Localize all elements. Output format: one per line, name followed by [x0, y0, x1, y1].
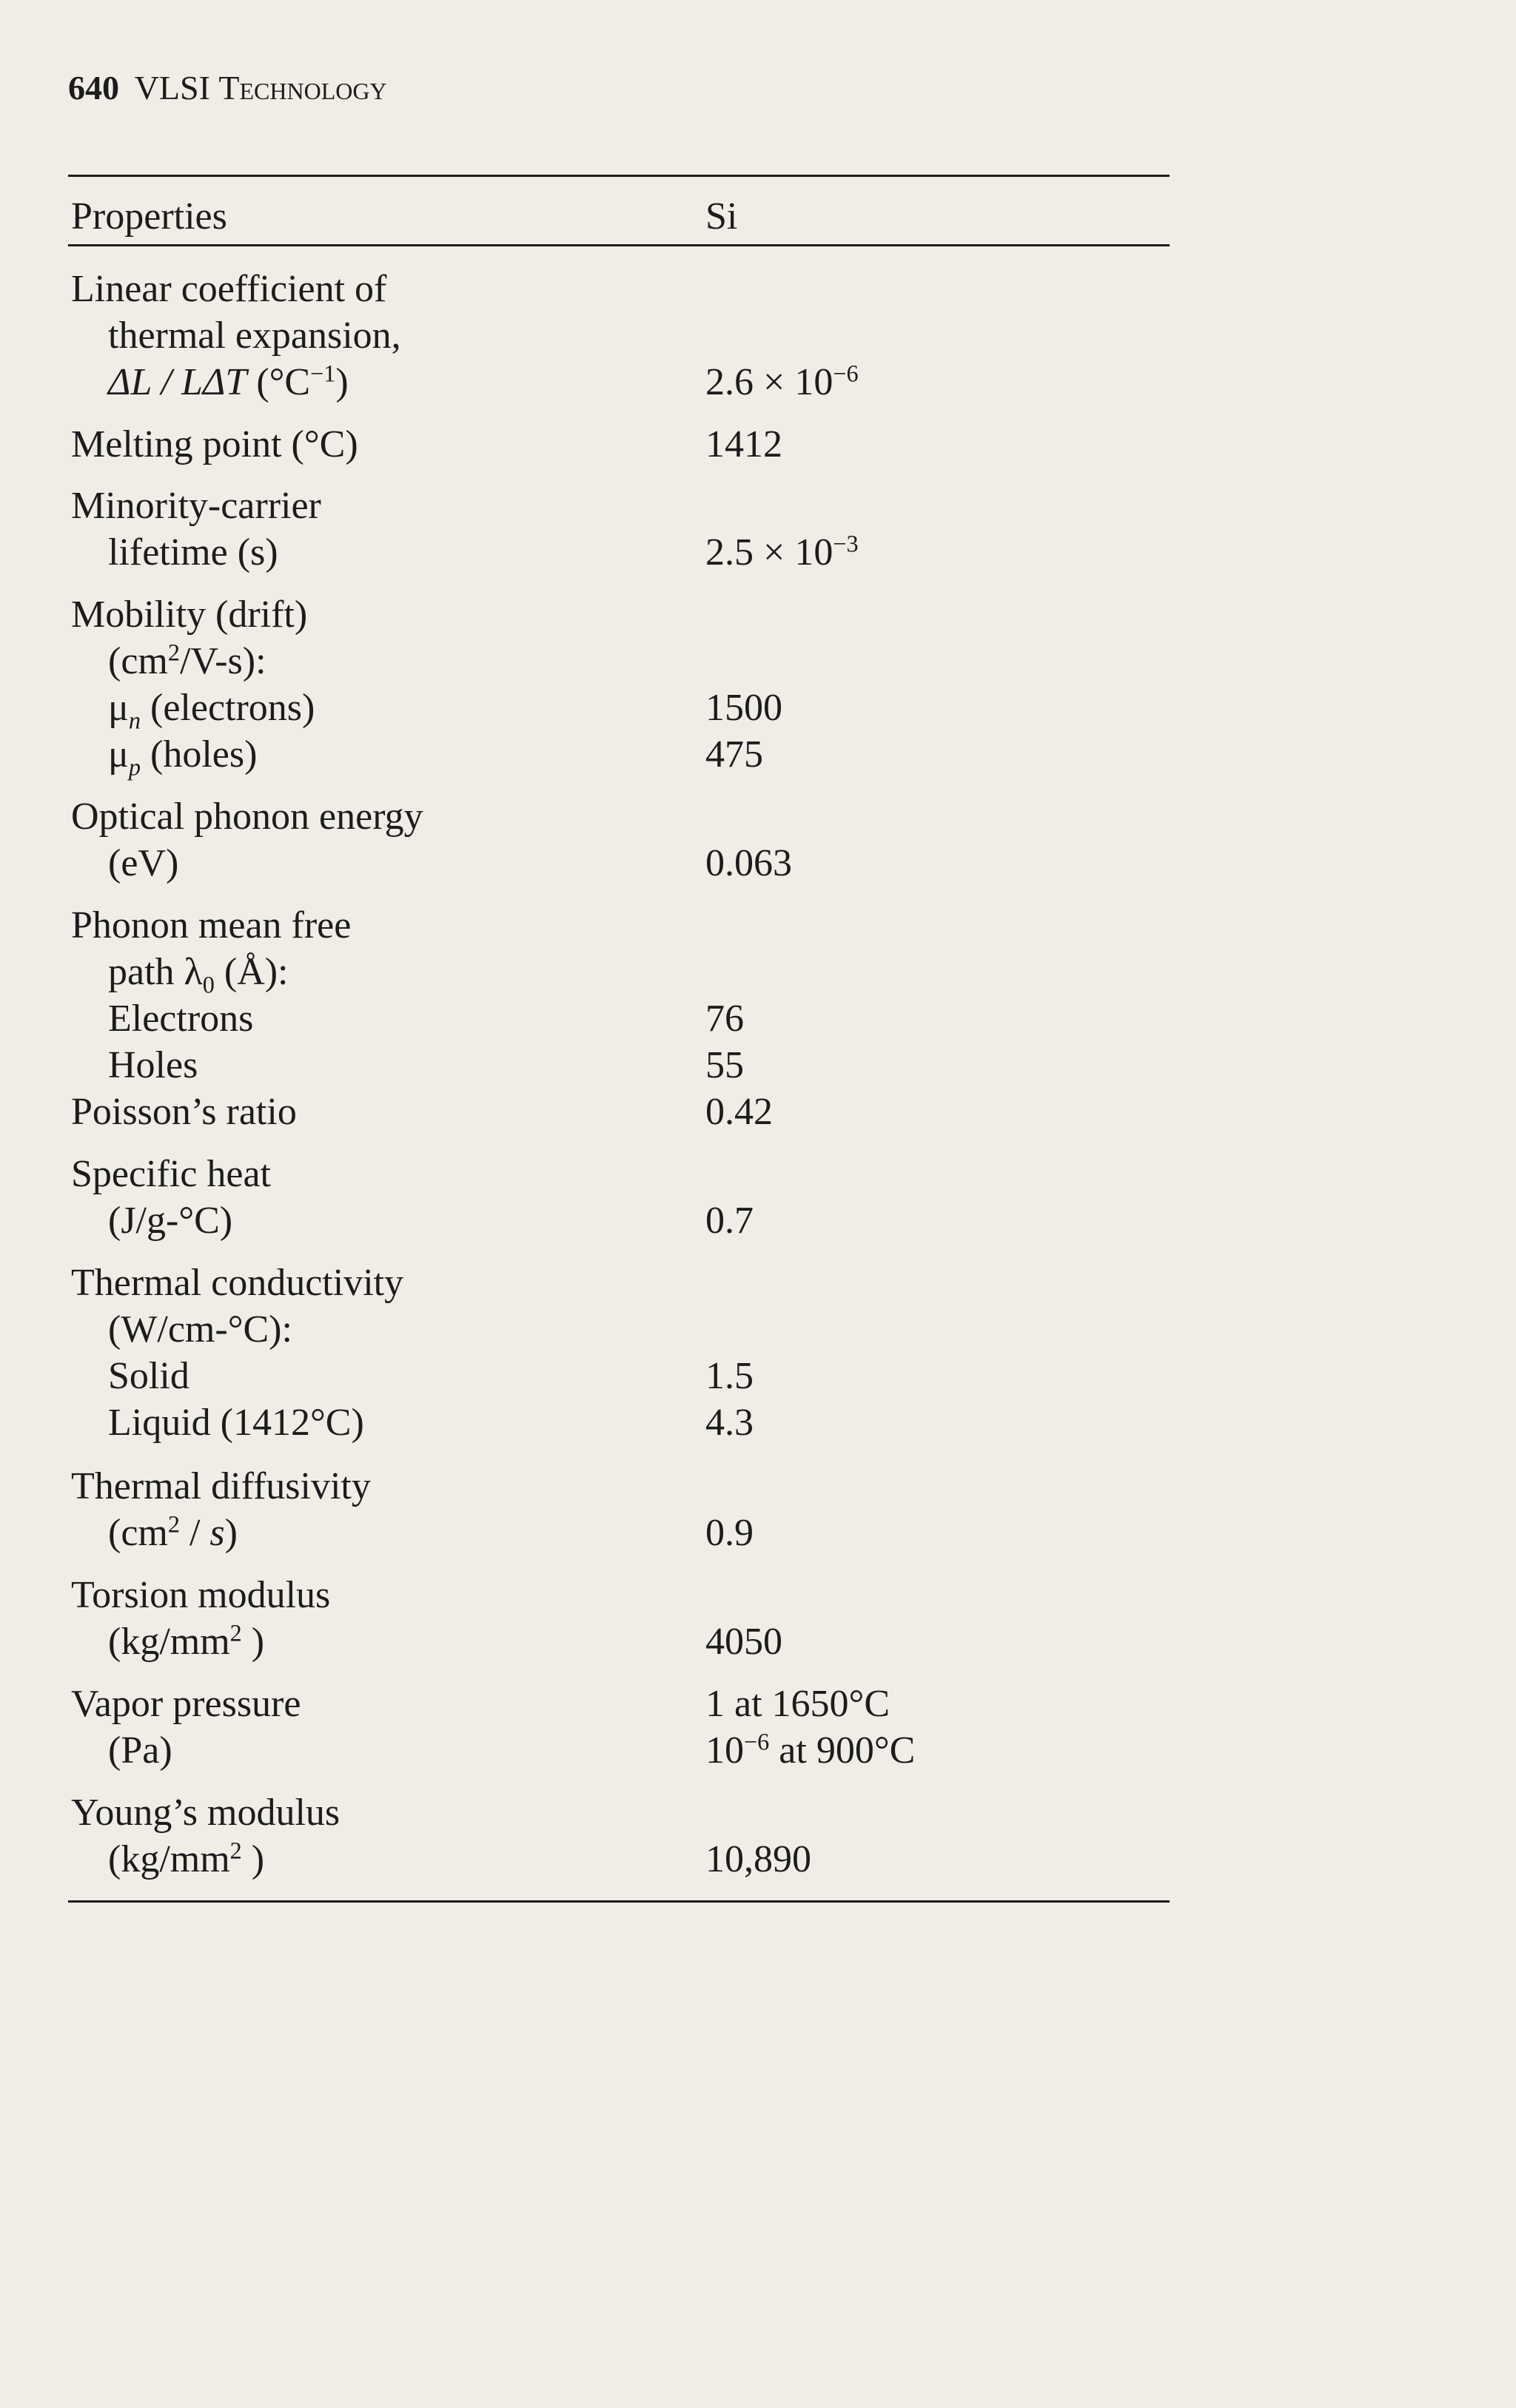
thermal-conductivity-label-2: (W/cm-°C):	[108, 1308, 292, 1351]
thermal-diffusivity-unit-it: s	[209, 1512, 225, 1554]
thermal-expansion-unit-close: )	[335, 361, 349, 403]
running-head	[68, 71, 387, 105]
mobility-label-1: Mobility (drift)	[71, 593, 308, 636]
youngs-modulus-label-2	[108, 1836, 264, 1883]
phonon-mfp-post: (Å):	[214, 951, 289, 993]
thermal-conductivity-liquid-value: 4.3	[705, 1402, 754, 1444]
page-number: 640	[68, 69, 119, 107]
thermal-expansion-unit-open: (°C	[256, 361, 311, 403]
mobility-holes-label	[108, 731, 258, 781]
phonon-mfp-label-2	[108, 949, 289, 998]
torsion-modulus-label-1: Torsion modulus	[71, 1574, 331, 1616]
specific-heat-value: 0.7	[705, 1200, 754, 1242]
phonon-mfp-pre: path λ	[108, 951, 203, 993]
thermal-expansion-formula: ΔL / LΔT	[108, 361, 247, 403]
optical-phonon-label-1: Optical phonon energy	[71, 796, 423, 838]
optical-phonon-value: 0.063	[705, 842, 792, 884]
mobility-label-2	[108, 638, 266, 685]
vapor-pressure-value-1: 1 at 1650°C	[705, 1683, 891, 1725]
phonon-mfp-label-1: Phonon mean free	[71, 904, 352, 946]
thermal-diffusivity-value: 0.9	[705, 1512, 754, 1554]
mobility-electrons-sub: n	[128, 707, 141, 734]
torsion-modulus-unit-post: )	[241, 1621, 265, 1663]
youngs-modulus-unit-pre: (kg/mm	[108, 1838, 230, 1880]
mobility-unit-exp: 2	[167, 639, 180, 666]
running-title: Technology	[218, 69, 387, 107]
thermal-diffusivity-label-1: Thermal diffusivity	[71, 1465, 371, 1507]
poisson-label: Poisson’s ratio	[71, 1091, 297, 1133]
vapor-pressure-value-2-base: 10	[705, 1729, 744, 1772]
thermal-diffusivity-unit-pre: (cm	[108, 1512, 168, 1554]
thermal-expansion-value-base: 2.6 × 10	[705, 361, 834, 403]
youngs-modulus-unit-exp: 2	[229, 1837, 242, 1864]
thermal-diffusivity-unit-post: )	[224, 1512, 238, 1554]
torsion-modulus-label-2	[108, 1618, 264, 1665]
thermal-diffusivity-label-2	[108, 1510, 238, 1556]
mobility-holes-value: 475	[705, 733, 763, 776]
thermal-expansion-label-3	[108, 359, 349, 406]
mu-symbol: μ	[108, 733, 129, 776]
mobility-holes-sub: p	[128, 753, 141, 781]
specific-heat-label-2: (J/g-°C)	[108, 1200, 233, 1242]
lifetime-value	[705, 529, 859, 576]
phonon-mfp-holes-label: Holes	[108, 1044, 198, 1086]
youngs-modulus-label-1: Young’s modulus	[71, 1792, 341, 1834]
torsion-modulus-unit-pre: (kg/mm	[108, 1621, 230, 1663]
table-top-rule	[68, 175, 1170, 177]
optical-phonon-label-2: (eV)	[108, 842, 179, 884]
thermal-conductivity-solid-value: 1.5	[705, 1355, 754, 1397]
thermal-conductivity-liquid-label: Liquid (1412°C)	[108, 1402, 364, 1444]
phonon-mfp-sub: 0	[202, 971, 215, 998]
table-header-rule	[68, 244, 1170, 246]
vapor-pressure-value-2	[705, 1727, 915, 1774]
mobility-unit-pre: (cm	[108, 640, 168, 682]
lifetime-value-exp: −3	[833, 530, 859, 557]
phonon-mfp-holes-value: 55	[705, 1044, 744, 1086]
thermal-expansion-value-exp: −6	[833, 360, 859, 387]
mobility-electrons-value: 1500	[705, 687, 782, 729]
vapor-pressure-label-2: (Pa)	[108, 1729, 172, 1772]
specific-heat-label-1: Specific heat	[71, 1153, 271, 1195]
vapor-pressure-label-1: Vapor pressure	[71, 1683, 301, 1725]
thermal-diffusivity-unit-exp: 2	[167, 1510, 180, 1538]
vapor-pressure-value-2-post: at 900°C	[769, 1729, 916, 1772]
poisson-value: 0.42	[705, 1091, 773, 1133]
lifetime-value-base: 2.5 × 10	[705, 531, 834, 574]
torsion-modulus-unit-exp: 2	[229, 1619, 242, 1647]
thermal-expansion-label-2: thermal expansion,	[108, 315, 401, 357]
header-properties: Properties	[71, 195, 227, 238]
thermal-diffusivity-unit-mid: /	[179, 1512, 210, 1554]
header-si: Si	[705, 195, 738, 238]
torsion-modulus-value: 4050	[705, 1621, 782, 1663]
lifetime-label-2: lifetime (s)	[108, 531, 278, 574]
running-title-prefix: VLSI	[134, 69, 210, 107]
vapor-pressure-value-2-exp: −6	[744, 1728, 770, 1755]
phonon-mfp-electrons-label: Electrons	[108, 998, 254, 1040]
mobility-unit-post: /V-s):	[179, 640, 266, 682]
youngs-modulus-unit-post: )	[241, 1838, 265, 1880]
table-bottom-rule	[68, 1900, 1170, 1903]
mobility-electrons-text: (electrons)	[141, 687, 315, 729]
mobility-electrons-label	[108, 685, 315, 734]
thermal-expansion-value	[705, 359, 859, 406]
thermal-conductivity-solid-label: Solid	[108, 1355, 190, 1397]
thermal-conductivity-label-1: Thermal conductivity	[71, 1262, 404, 1304]
melting-point-label: Melting point (°C)	[71, 423, 358, 465]
melting-point-value: 1412	[705, 423, 782, 465]
thermal-expansion-label-1: Linear coefficient of	[71, 268, 387, 310]
phonon-mfp-electrons-value: 76	[705, 998, 744, 1040]
mu-symbol: μ	[108, 687, 129, 729]
mobility-holes-text: (holes)	[141, 733, 258, 776]
thermal-expansion-unit-exp: −1	[310, 360, 336, 387]
lifetime-label-1: Minority-carrier	[71, 485, 321, 527]
youngs-modulus-value: 10,890	[705, 1838, 811, 1880]
